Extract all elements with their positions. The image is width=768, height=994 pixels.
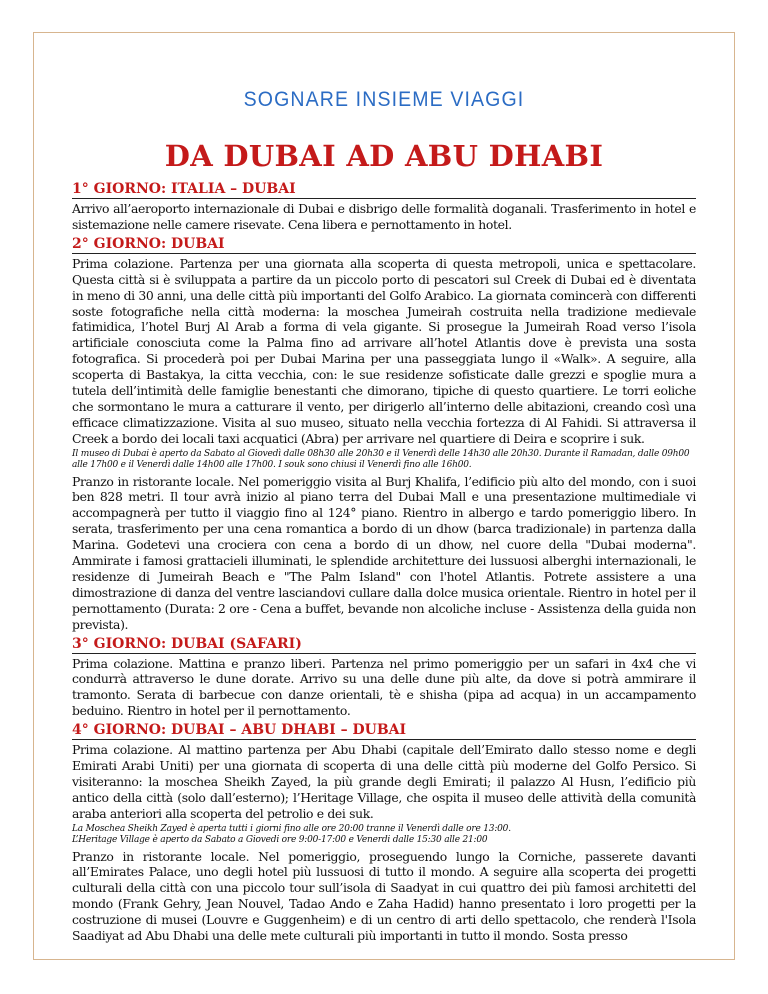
day-4-text: Prima colazione. Al mattino partenza per Abu Dhabi (capitale dell’Emirato dallo stesso nome e degli Emirati Arabi Uniti) per una giornata di scoperta di una delle città più moderne del Golfo Persico. Si visiteranno: la moschea Sheikh Zayed, la più grande degli Emirati; il palazzo Al Husn, l’edificio più antico della città (solo dall’esterno); l’Heritage Village, che ospita il museo delle attività della comunità araba anteriori alla scoperta del petrolio e dei suk. (72, 742, 696, 821)
day-2-heading: 2° GIORNO: DUBAI (72, 235, 696, 254)
day-1-text: Arrivo all’aeroporto internazionale di Dubai e disbrigo delle formalità doganali. Trasferimento in hotel e sistemazione nelle camere risevate. Cena libera e pernottamento in hotel. (72, 201, 696, 232)
brand-logo: SOGNARE INSIEME VIAGGI (243, 88, 525, 111)
day-3-heading: 3° GIORNO: DUBAI (SAFARI) (72, 635, 696, 654)
day-1-heading: 1° GIORNO: ITALIA – DUBAI (72, 180, 696, 199)
day-4-heading: 4° GIORNO: DUBAI – ABU DHABI – DUBAI (72, 721, 696, 740)
day-4-afternoon-text: Pranzo in ristorante locale. Nel pomeriggio, proseguendo lungo la Corniche, passerete davanti all’Emirates Palace, uno degli hotel più lussuosi di tutto il mondo. A seguire alla scoperta dei progetti culturali della città con una piccolo tour sull’isola di Saadyat in cui quattro dei più famosi architetti del mondo (Frank Gehry, Jean Nouvel, Tadao Ando e Zaha Hadid) hanno presentato i loro progetti per la costruzione di musei (Louvre e Guggenheim) e di un centro di arti dello spettacolo, che renderà l'Isola Saadiyat ad Abu Dhabi una delle mete culturali più importanti in tutto il mondo. Sosta presso (72, 848, 696, 944)
day-2-text: Prima colazione. Partenza per una giornata alla scoperta di questa metropoli, unica e spettacolare. Questa città si è sviluppata a partire da un piccolo porto di pescatori sul Creek di Dubai ed è diventata in meno di 30 anni, una delle città più importanti del Golfo Arabico. La giornata comincerà con differenti soste fotografiche nella città moderna: la moschea Jumeirah costruita nella tradizione medievale fatimidica, l’hotel Burj Al Arab a forma di vela gigante. Si prosegue la Jumeirah Road verso l’isola artificiale conosciuta come la Palma fino ad arrivare all’hotel Atlantis dove è prevista una sosta fotografica. Si procederà poi per Dubai Marina per una passeggiata lungo il «Walk». A seguire, alla scoperta di Bastakya, la citta vecchia, con: le sue residenze sofisticate dalle grezzi e spoglie mura a tutela dell’intimità delle famiglie benestanti che dimorano, tipiche di questo quartiere. Le torri eoliche che sormontano le mura a catturare il vento, per dirigerlo all’interno delle abitazioni, creando così una efficace climatizzazione. Visita al suo museo, situato nella vecchia fortezza di Al Fahidi. Si attraversa il Creek a bordo dei locali taxi acquatici (Abra) per arrivare nel quartiere di Deira e scoprire i suk. (72, 255, 696, 446)
day-2-afternoon-text: Pranzo in ristorante locale. Nel pomeriggio visita al Burj Khalifa, l’edificio più alto del mondo, con i suoi ben 828 metri. Il tour avrà inizio al piano terra del Dubai Mall e una presentazione multimediale vi accompagnerà per tutto il viaggio fino al 124° piano. Rientro in albergo e tardo pomeriggio libero. In serata, trasferimento per una cena romantica a bordo di un dhow (barca tradizionale) in partenza dalla Marina. Godetevi una crociera con cena a bordo di un dhow, nel cuore della "Dubai moderna". Ammirate i famosi grattacieli illuminati, le splendide architetture dei lussuosi alberghi internazionali, le residenze di Jumeirah Beach e "The Palm Island" con l'hotel Atlantis. Potrete assistere a una dimostrazione di danza del ventre lasciandovi cullare dalla dolce musica orientale. Rientro in hotel per il pernottamento (Durata: 2 ore - Cena a buffet, bevande non alcoliche incluse - Assistenza della guida non prevista). (72, 473, 696, 632)
day-4-note-heritage: L’Heritage Village è aperto da Sabato a Giovedi ore 9:00-17:00 e Venerdi dalle 15:30 alle 21:00 (72, 835, 488, 846)
day-4-note-mosque: La Moschea Sheikh Zayed è aperta tutti i giorni fino alle ore 20:00 tranne il Venerdì dalle ore 13:00. (72, 823, 511, 834)
day-2-note: Il museo di Dubai è aperto da Sabato al Giovedì dalle 08h30 alle 20h30 e il Venerdì delle 14h30 alle 20h30. Durante il Ramadan, dalle 09h00 alle 17h00 e il Venerdì dalle 14h00 alle 17h00. I souk sono chiusi il Venerdì fino alle 16h00. (72, 448, 690, 471)
page-title: DA DUBAI AD ABU DHABI (164, 139, 604, 173)
day-3-text: Prima colazione. Mattina e pranzo liberi. Partenza nel primo pomeriggio per un safari in 4x4 che vi condurrà attraverso le dune dorate. Arrivo su una delle dune più alte, da dove si potrà ammirare il tramonto. Serata di barbecue con danze orientali, tè e shisha (pipa ad acqua) in un accampamento beduino. Rientro in hotel per il pernottamento. (72, 655, 696, 719)
itinerary (72, 180, 696, 946)
